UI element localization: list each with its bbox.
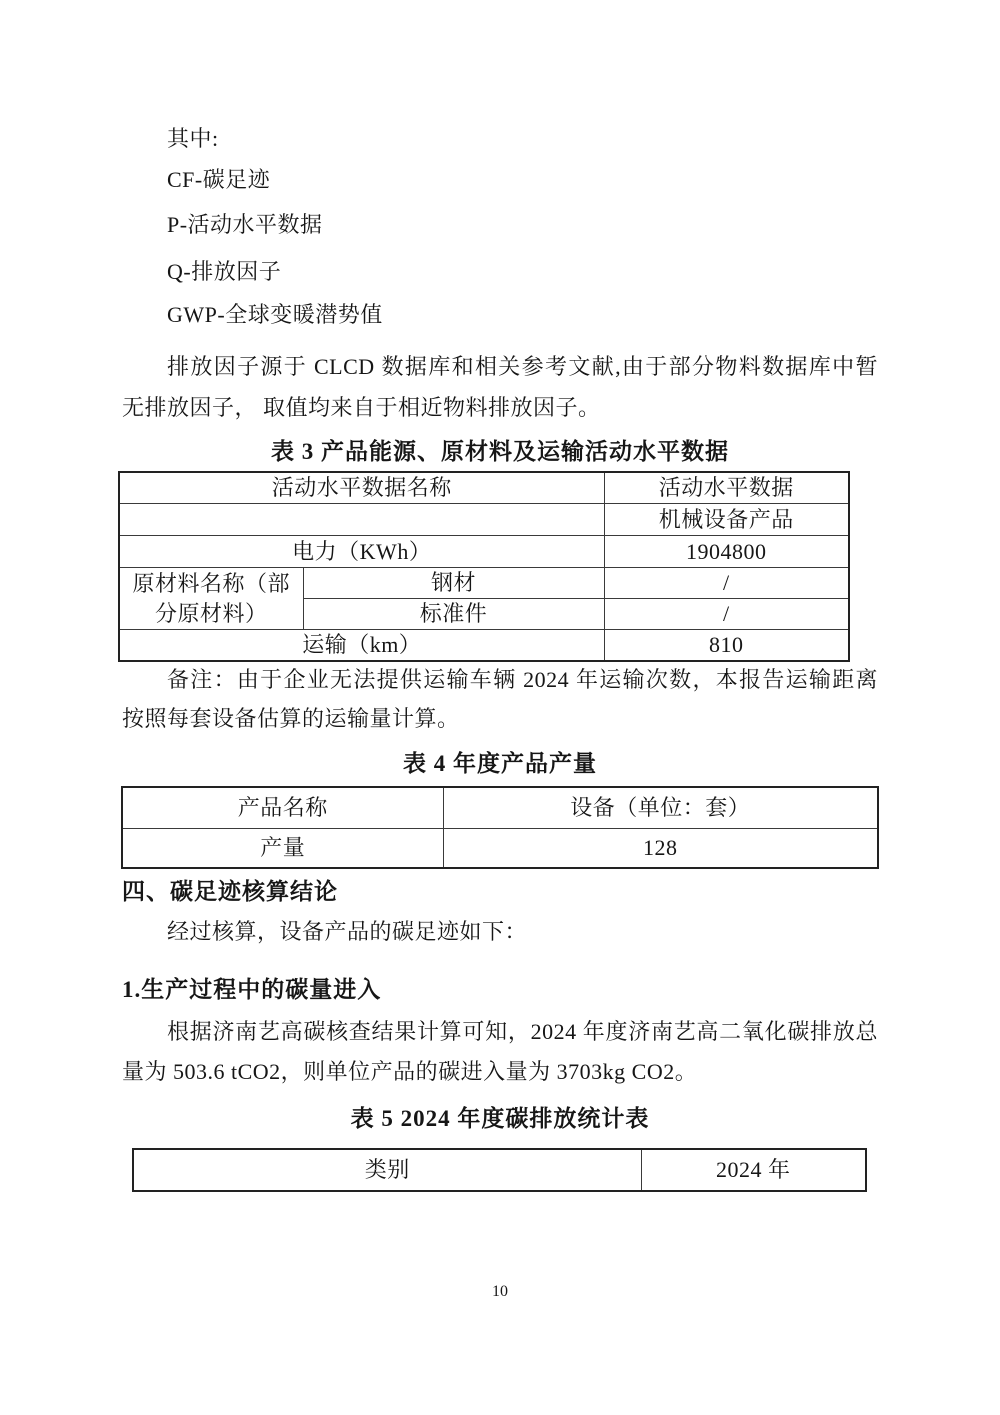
table3-product-type-cell: 机械设备产品: [604, 504, 849, 536]
table3-header-row: [119, 472, 849, 504]
table3-transport-row: [119, 630, 849, 662]
table3-standard-parts-value-cell: /: [604, 599, 849, 630]
table4-title: 表 4 年度产品产量: [403, 751, 597, 776]
table4-output-label-cell: 产量: [122, 828, 443, 868]
table5-header-row: [133, 1149, 866, 1191]
section4-sub1-heading: 1.生产过程中的碳量进入: [122, 977, 382, 1002]
table4-output-row: [122, 828, 878, 868]
table5-header-name-cell: 类别: [133, 1149, 641, 1191]
table3-electricity-value-cell: 1904800: [604, 536, 849, 568]
abbrev-intro: 其中:: [167, 126, 219, 151]
table3-title: 表 3 产品能源、原材料及运输活动水平数据: [271, 439, 729, 464]
abbrev-item-cf: CF-碳足迹: [167, 167, 271, 192]
table3-transport-value-cell: 810: [604, 630, 849, 662]
section4-sub1-line1: 根据济南艺高碳核查结果计算可知，2024 年度济南艺高二氧化碳排放总: [167, 1019, 878, 1044]
table4-output-value-cell: 128: [443, 828, 878, 868]
table3-steel-value-cell: /: [604, 568, 849, 599]
table3-steel-row: [119, 568, 849, 599]
table4-annual-output: [121, 786, 879, 869]
section4-sub1-line2: 量为 503.6 tCO2，则单位产品的碳进入量为 3703kg CO2。: [122, 1059, 698, 1084]
section4-heading: 四、碳足迹核算结论: [122, 879, 338, 904]
table4-header-value-cell: 设备（单位：套）: [443, 787, 878, 828]
table3-note-line2: 按照每套设备估算的运输量计算。: [122, 706, 460, 731]
emission-factor-paragraph-line1: 排放因子源于 CLCD 数据库和相关参考文献,由于部分物料数据库中暂: [167, 354, 878, 379]
table3-activity-data: [118, 471, 850, 662]
abbrev-item-p: P-活动水平数据: [167, 212, 323, 237]
table3-header-value-cell: 活动水平数据: [604, 472, 849, 504]
table3-transport-label-cell: 运输（km）: [119, 630, 604, 662]
page-number: 10: [492, 1283, 508, 1300]
table3-product-row: [119, 504, 849, 536]
table4-header-row: [122, 787, 878, 828]
table4-header-name-cell: 产品名称: [122, 787, 443, 828]
abbrev-item-q: Q-排放因子: [167, 259, 282, 284]
table3-raw-material-label-cell: 原材料名称（部分原材料）: [119, 568, 303, 630]
table3-electricity-row: [119, 536, 849, 568]
table3-electricity-label-cell: 电力（KWh）: [119, 536, 604, 568]
table5-header-value-cell: 2024 年: [641, 1149, 866, 1191]
table3-header-name-cell: 活动水平数据名称: [119, 472, 604, 504]
table5-title: 表 5 2024 年度碳排放统计表: [350, 1106, 650, 1131]
section4-intro: 经过核算，设备产品的碳足迹如下：: [167, 919, 528, 944]
table3-steel-label-cell: 钢材: [303, 568, 604, 599]
emission-factor-paragraph-line2: 无排放因子， 取值均来自于相近物料排放因子。: [122, 395, 601, 420]
table5-emission-statistics: [132, 1148, 867, 1192]
table3-note-line1: 备注：由于企业无法提供运输车辆 2024 年运输次数，本报告运输距离: [167, 667, 878, 692]
table3-standard-parts-label-cell: 标准件: [303, 599, 604, 630]
table3-empty-cell: [119, 504, 604, 536]
abbrev-item-gwp: GWP-全球变暖潜势值: [167, 302, 383, 327]
